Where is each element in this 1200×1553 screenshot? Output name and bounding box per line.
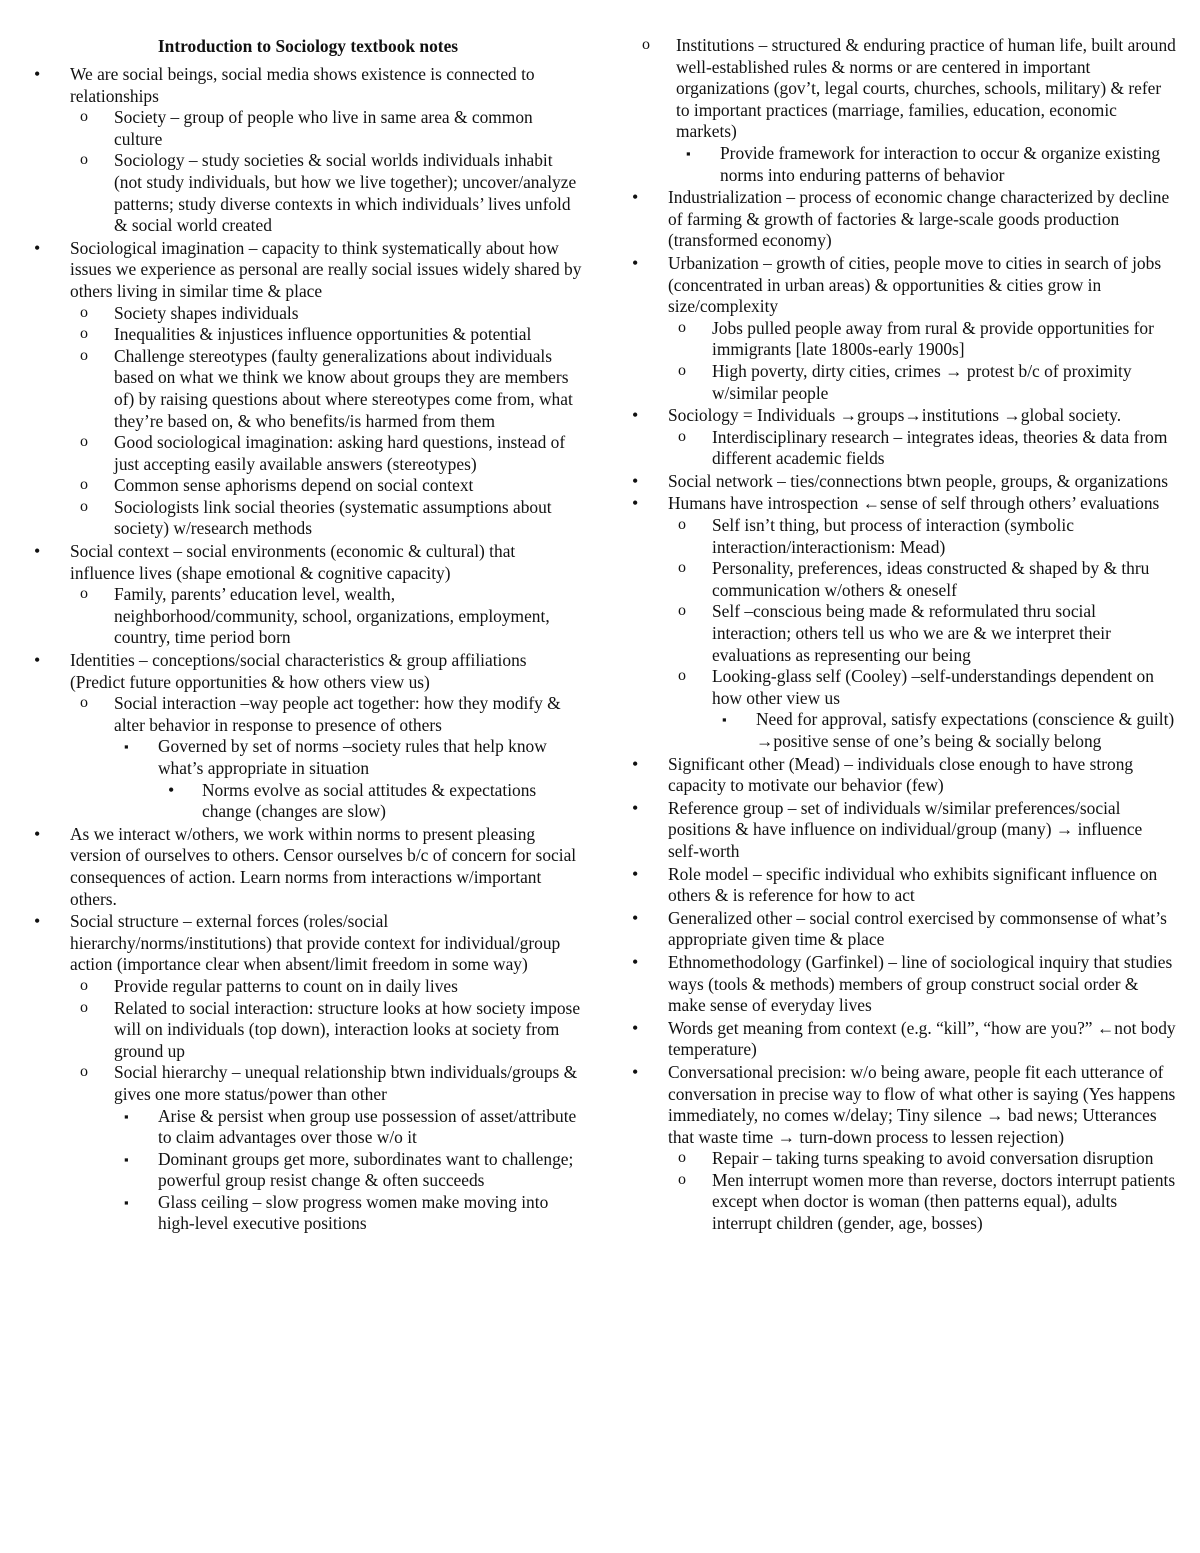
bullet-item — [34, 150, 582, 236]
bullet-text: o Society shapes individuals — [114, 302, 299, 323]
bullet-text: • As we interact w/others, we work within norms to present pleasing version of ourselves to others. Censor ourselves b/c of concern for social consequences of action. Learn norms from interactions w/important others. — [70, 823, 577, 909]
bullet-list-level-2 — [70, 584, 582, 649]
bullet-text: o Personality, preferences, ideas constructed & shaped by & thru communication w/others & oneself — [712, 558, 1150, 600]
bullet-item — [34, 324, 582, 346]
bullet-item — [632, 1018, 1177, 1061]
bullet-item — [34, 976, 582, 998]
left-column — [34, 34, 582, 1235]
bullet-item — [632, 187, 1177, 252]
bullet-item — [632, 908, 1177, 951]
bullet-text: • Social structure – external forces (roles/social hierarchy/norms/institutions) that provide context for individual/group action (importance clear when absent/limit freedom in some way) — [70, 911, 561, 975]
bullet-item — [34, 736, 582, 822]
bullet-list-level-2 — [70, 303, 582, 541]
bullet-text: • Generalized other – social control exercised by commonsense of what’s appropriate given time & place — [668, 907, 1167, 950]
bullet-text: o Common sense aphorisms depend on social context — [114, 475, 474, 496]
bullet-text: ▪ Governed by set of norms –society rules that help know what’s appropriate in situation — [158, 736, 547, 778]
bullet-text: o Challenge stereotypes (faulty generalizations about individuals based on what we think we know about groups they are members of) by raising questions about where stereotypes come from, what they’re based on, & who benefits/is harmed from them — [114, 345, 573, 431]
bullet-item — [34, 1062, 582, 1235]
bullet-text: • Humans have introspection ←sense of self through others’ evaluations — [668, 493, 1160, 514]
bullet-item — [34, 998, 582, 1063]
bullet-item — [34, 650, 582, 823]
bullet-item — [34, 824, 582, 910]
bullet-item — [632, 558, 1177, 601]
bullet-list-level-3 — [676, 143, 1177, 186]
bullet-item — [632, 1170, 1177, 1235]
bullet-text: o Institutions – structured & enduring practice of human life, built around well-established rules & norms or are centered in important organizations (gov’t, legal courts, churches, schools, military) & refer to important practices (marriage, families, education, economic markets) — [676, 35, 1176, 142]
bullet-list-level-2 — [70, 107, 582, 237]
bullet-text: o Sociology – study societies & social worlds individuals inhabit (not study individuals, but how we live together); uncover/analyze patterns; study diverse contexts in which individuals’ lives unfold & social world created — [114, 150, 577, 236]
bullet-text: ▪ Glass ceiling – slow progress women make moving into high-level executive positions — [158, 1191, 549, 1234]
bullet-list-level-4 — [158, 780, 582, 823]
bullet-text: ▪ Arise & persist when group use possession of asset/attribute to claim advantages over those w/o it — [158, 1105, 577, 1148]
bullet-item — [34, 497, 582, 540]
bullet-list-level-3 — [712, 709, 1177, 752]
bullet-item — [632, 515, 1177, 558]
bullet-item — [632, 666, 1177, 752]
right-column — [632, 34, 1177, 1235]
bullet-item — [632, 601, 1177, 666]
bullet-text: o Social interaction –way people act together: how they modify & alter behavior in response to presence of others — [114, 693, 561, 735]
bullet-list-level-3 — [114, 1106, 582, 1236]
bullet-item — [34, 475, 582, 497]
bullet-text: o Jobs pulled people away from rural & provide opportunities for immigrants [late 1800s-early 1900s] — [712, 317, 1154, 360]
bullet-text: ▪ Dominant groups get more, subordinates want to challenge; powerful group resist change & often succeeds — [158, 1148, 574, 1191]
bullet-text: o Men interrupt women more than reverse, doctors interrupt patients except when doctor is woman (then patterns equal), adults interrupt children (gender, age, bosses) — [712, 1169, 1176, 1234]
bullet-list-level-1 — [632, 35, 1177, 1235]
bullet-text: o Good sociological imagination: asking hard questions, instead of just accepting easily available answers (stereotypes) — [114, 432, 566, 474]
bullet-text: o Self isn’t thing, but process of interaction (symbolic interaction/interactionism: Mead) — [712, 515, 1074, 557]
bullet-item — [632, 361, 1177, 404]
bullet-item — [596, 35, 1177, 186]
bullet-item — [34, 303, 582, 325]
bullet-item — [632, 405, 1177, 470]
bullet-text: o Looking-glass self (Cooley) –self-understandings dependent on how other view us — [712, 666, 1154, 708]
bullet-item — [632, 709, 1177, 752]
bullet-text: o Family, parents’ education level, wealth, neighborhood/community, school, organizations, employment, country, time period born — [114, 584, 550, 648]
bullet-text: o Inequalities & injustices influence opportunities & potential — [114, 324, 532, 345]
bullet-item — [34, 911, 582, 1235]
bullet-text: • Norms evolve as social attitudes & expectations change (changes are slow) — [202, 779, 537, 822]
bullet-text: o Repair – taking turns speaking to avoid conversation disruption — [712, 1148, 1154, 1169]
bullet-list-level-2 — [668, 318, 1177, 404]
bullet-list-level-1 — [34, 64, 582, 1235]
bullet-text: • Sociological imagination – capacity to think systematically about how issues we experience as personal are really social issues widely shared by others living in similar time & place — [70, 237, 582, 301]
bullet-item — [34, 584, 582, 649]
bullet-item — [632, 253, 1177, 404]
bullet-text: • Significant other (Mead) – individuals close enough to have strong capacity to motivate our behavior (few) — [668, 753, 1134, 796]
bullet-text: • Urbanization – growth of cities, people move to cities in search of jobs (concentrated in urban areas) & opportunities & cities grow in size/complexity — [668, 252, 1162, 317]
bullet-list-level-2 — [632, 35, 1177, 186]
bullet-text: o Society – group of people who live in same area & common culture — [114, 107, 533, 149]
bullet-item — [632, 952, 1177, 1017]
bullet-item — [34, 541, 582, 649]
bullet-text: • Social network – ties/connections btwn people, groups, & organizations — [668, 470, 1169, 491]
bullet-text: • Sociology = Individuals →groups→institutions →global society. — [668, 405, 1122, 426]
bullet-item — [632, 471, 1177, 493]
left-notes — [34, 64, 582, 1235]
bullet-text: o Self –conscious being made & reformulated thru social interaction; others tell us who we are & we interpret their evaluations as representing our being — [712, 601, 1111, 665]
bullet-text: • We are social beings, social media shows existence is connected to relationships — [70, 64, 535, 106]
bullet-text: • Role model – specific individual who exhibits significant influence on others & is reference for how to act — [668, 863, 1158, 906]
bullet-text: o Sociologists link social theories (systematic assumptions about society) w/research methods — [114, 496, 552, 539]
bullet-list-level-2 — [668, 515, 1177, 753]
bullet-list-level-2 — [70, 693, 582, 823]
bullet-item — [34, 780, 582, 823]
right-notes — [632, 35, 1177, 1235]
bullet-item — [632, 493, 1177, 752]
bullet-text: ▪ Need for approval, satisfy expectations (conscience & guilt) →positive sense of one’s being & socially belong — [756, 709, 1175, 751]
bullet-item — [34, 1106, 582, 1149]
bullet-text: • Social context – social environments (economic & cultural) that influence lives (shape emotional & cognitive capacity) — [70, 541, 516, 583]
bullet-text: ▪ Provide framework for interaction to occur & organize existing norms into enduring patterns of behavior — [720, 142, 1161, 185]
bullet-item — [34, 1192, 582, 1235]
bullet-item — [34, 693, 582, 823]
bullet-text: o Related to social interaction: structure looks at how society impose will on individuals (top down), interaction looks at society from ground up — [114, 997, 581, 1061]
bullet-item — [632, 798, 1177, 863]
bullet-item — [596, 143, 1177, 186]
bullet-text: o Interdisciplinary research – integrates ideas, theories & data from different academic fields — [712, 426, 1168, 469]
bullet-item — [632, 754, 1177, 797]
bullet-item — [632, 1062, 1177, 1235]
bullet-item — [34, 107, 582, 150]
bullet-item — [34, 238, 582, 540]
bullet-list-level-2 — [70, 976, 582, 1235]
bullet-text: • Conversational precision: w/o being aware, people fit each utterance of conversation in precise way to flow of what other is saying (Yes happens immediately, no comes w/delay; Tiny silence → bad news; Utterances that waste time → turn-down process to lessen rejection) — [668, 1061, 1176, 1147]
bullet-text: • Identities – conceptions/social characteristics & group affiliations (Predict future opportunities & how others view us) — [70, 650, 527, 692]
bullet-text: • Ethnomethodology (Garfinkel) – line of sociological inquiry that studies ways (tools & methods) members of group construct social order & make sense of everyday lives — [668, 951, 1173, 1016]
document-title: Introduction to Sociology textbook notes — [157, 36, 459, 56]
bullet-item — [34, 64, 582, 237]
bullet-item — [632, 427, 1177, 470]
bullet-list-level-2 — [668, 1148, 1177, 1234]
bullet-list-level-2 — [668, 427, 1177, 470]
bullet-item — [632, 864, 1177, 907]
bullet-text: • Industrialization – process of economic change characterized by decline of farming & growth of factories & large-scale goods production (transformed economy) — [668, 187, 1170, 251]
bullet-item — [632, 318, 1177, 361]
bullet-item — [632, 1148, 1177, 1170]
bullet-item — [34, 432, 582, 475]
bullet-item — [34, 346, 582, 432]
bullet-item — [34, 1149, 582, 1192]
bullet-text: o High poverty, dirty cities, crimes → protest b/c of proximity w/similar people — [712, 360, 1132, 403]
bullet-text: • Words get meaning from context (e.g. “kill”, “how are you?” ←not body temperature) — [668, 1017, 1176, 1060]
bullet-list-level-3 — [114, 736, 582, 822]
bullet-text: o Social hierarchy – unequal relationship btwn individuals/groups & gives one more status/power than other — [114, 1062, 578, 1104]
bullet-text: o Provide regular patterns to count on in daily lives — [114, 975, 458, 996]
bullet-text: • Reference group – set of individuals w/similar preferences/social positions & have influence on individual/group (many) → influence self-worth — [668, 797, 1143, 861]
